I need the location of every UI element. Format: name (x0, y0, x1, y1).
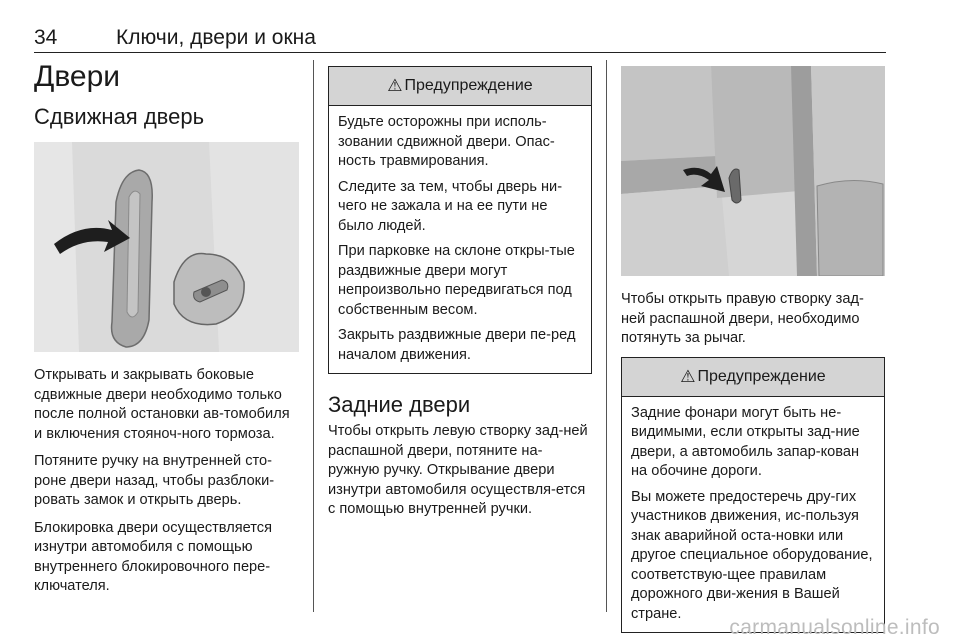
column-divider (313, 60, 314, 612)
warning-paragraph: При парковке на склоне откры-тые раздвижные двери могут непроизвольно передвигаться под собственным весом. (338, 243, 575, 318)
warning-paragraph: Будьте осторожны при исполь-зовании сдвижной двери. Опас-ность травмирования. (338, 114, 555, 169)
warning-title: Предупреждение (697, 367, 826, 385)
warning-body (622, 397, 884, 633)
subsection-title: Сдвижная дверь (34, 104, 205, 129)
warning-title: Предупреждение (404, 77, 533, 94)
warning-body (329, 106, 591, 373)
paragraph: Чтобы открыть левую створку зад-ней распашной двери, потяните на-ружную ручку. Открывание двери изнутри автомобиля осуществля-ется с помощью внутренней ручки. (328, 423, 588, 517)
paragraph: Потяните ручку на внутренней сто-роне двери назад, чтобы разблоки-ровать замок и открыть дверь. (34, 453, 275, 508)
warning-triangle-icon: ⚠ (387, 76, 403, 95)
warning-header (622, 358, 884, 397)
paragraph: Блокировка двери осуществляется изнутри автомобиля с помощью внутреннего блокировочного пере-ключателя. (34, 519, 272, 594)
rear-door-lever-drawing (621, 66, 885, 276)
paragraph: Открывать и закрывать боковые сдвижные двери необходимо только после полной остановки ав-томобиля и включения стояноч-ного тормоза. (34, 367, 290, 442)
warning-paragraph: Вы можете предостеречь дру-гих участников движения, ис-пользуя знак аварийной оста-новки или другое специальное оборудование, соответствую-щее правилам дорожного дви-жения в Вашей стране. (631, 488, 873, 622)
warning-paragraph: Задние фонари могут быть не-видимыми, если открыты зад-ние двери, а автомобиль запар-кован на обочине дороги. (631, 404, 860, 479)
page-number: 34 (34, 26, 58, 49)
rear-door-lever-illustration (621, 66, 885, 276)
warning-header (329, 67, 591, 106)
chapter-title: Ключи, двери и окна (116, 26, 316, 49)
warning-paragraph: Следите за тем, чтобы дверь ни-чего не зажала и на ее пути не было людей. (338, 178, 563, 234)
column-1 (34, 58, 300, 605)
column-divider (606, 60, 607, 612)
column-3 (621, 66, 885, 633)
warning-box (328, 66, 592, 374)
section-title: Двери (34, 60, 121, 93)
sliding-door-handle-illustration (34, 142, 299, 352)
warning-box (621, 357, 885, 634)
warning-triangle-icon: ⚠ (680, 366, 696, 386)
subsection-title: Задние двери (328, 392, 471, 417)
page-header (34, 26, 886, 53)
column-2 (328, 66, 592, 528)
sliding-door-handle-drawing (34, 142, 299, 352)
warning-paragraph: Закрыть раздвижные двери пе-ред началом движения. (338, 327, 576, 363)
paragraph: Чтобы открыть правую створку зад-ней распашной двери, необходимо потянуть за рычаг. (621, 291, 864, 346)
watermark-text: carmanualsonline.info (729, 616, 940, 639)
